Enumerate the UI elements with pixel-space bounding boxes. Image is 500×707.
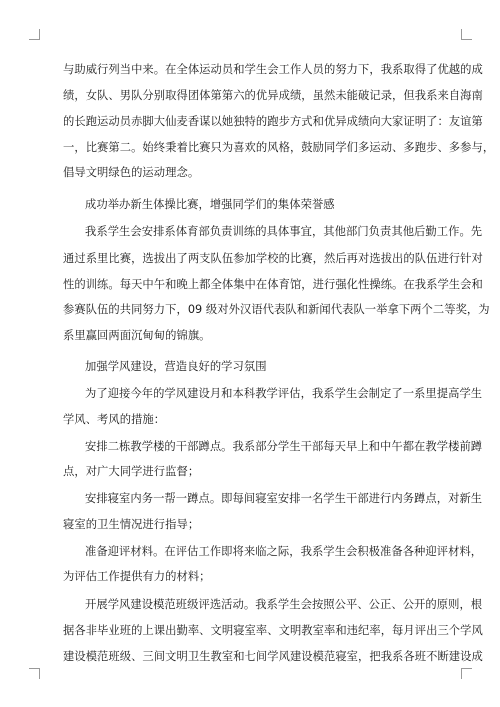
text-line: 我系学生会安排系体育部负责训练的具体事宜，其他部门负责其他后勤工作。先 [85,225,483,238]
text-line: 开展学风建设模范班级评选活动。我系学生会按照公平、公正、公开的原则，根 [85,598,483,611]
text-line: 建设模范班级、三间文明卫生教室和七间学风建设模范寝室，把我系各班不断建设成 [63,650,483,663]
text-line: 寝室的卫生情况进行指导； [63,518,200,531]
text-line: 倡导文明绿色的运动理念。 [63,166,200,179]
text-line: 成功举办新生体操比赛，增强同学们的集体荣誉感 [85,198,335,211]
text-line: 参赛队伍的共同努力下，09 级对外汉语代表队和新闻代表队一举拿下两个二等奖，为 [63,303,490,316]
text-line: 系里赢回两面沉甸甸的锦旗。 [63,329,211,342]
crop-mark-bottom-left [29,668,40,679]
crop-mark-bottom-right [461,668,472,679]
text-line: 为评估工作提供有力的材料； [63,570,211,583]
text-line: 通过系里比赛，选拔出了两支队伍参加学校的比赛，然后再对选拔出的队伍进行针对 [63,252,483,265]
text-line: 性的训练。每天中午和晚上都全体集中在体育馆，进行强化性操练。在我系学生会和 [63,278,483,291]
text-line: 为了迎接今年的学风建设月和本科教学评估，我系学生会制定了一系里提高学生 [85,387,483,400]
text-line: 据各非毕业班的上课出勤率、文明寝室率、文明教室率和违纪率，每月评出三个学风 [63,624,483,637]
text-line: 准备迎评材料。在评估工作即将来临之际，我系学生会积极准备各种迎评材料， [85,545,483,558]
text-line: 安排二栋教学楼的干部蹲点。我系部分学生干部每天早上和中午都在教学楼前蹲 [85,440,483,453]
crop-mark-top-right [461,29,472,40]
text-line: 安排寝室内务一帮一蹲点。即每间寝室安排一名学生干部进行内务蹲点，对新生 [85,492,483,505]
text-line: 加强学风建设，营造良好的学习氛围 [85,360,267,373]
text-line: 与助威行列当中来。在全体运动员和学生会工作人员的努力下，我系取得了优越的成 [63,63,483,76]
text-line: 一，比赛第二。始终秉着比赛只为喜欢的风格，鼓励同学们多运动、多跑步、多参与， [63,141,495,154]
text-line: 点，对广大同学进行监督； [63,465,200,478]
text-line: 的长跑运动员赤脚大仙麦香谋以她独特的跑步方式和优异成绩向大家证明了：友谊第 [63,115,483,128]
text-line: 绩，女队、男队分别取得团体第第六的优异成绩，虽然未能破记录，但我系来自海南 [63,89,483,102]
text-line: 学风、考风的措施： [63,413,166,426]
crop-mark-top-left [29,29,40,40]
